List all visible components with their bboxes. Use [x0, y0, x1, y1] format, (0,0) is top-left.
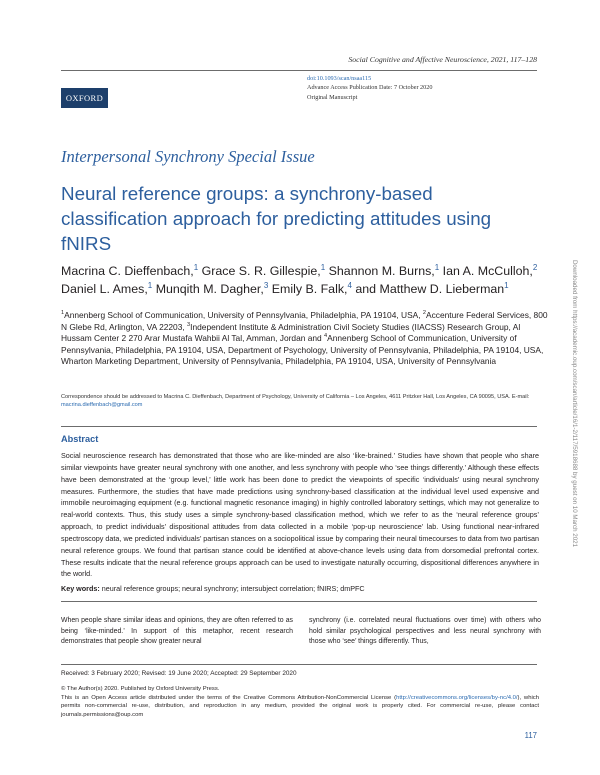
download-note: Downloaded from https://academic.oup.com/scan/article/16/1-2/117/5918688 by guest on 10 March 2021 [571, 259, 579, 547]
abstract-top-rule [61, 426, 537, 427]
author: Matthew D. Lieberman$^1$ [379, 280, 509, 296]
license-block [61, 685, 539, 719]
abstract-bottom-rule [61, 601, 537, 602]
article-title: Neural reference groups: a synchrony-based classification approach for predicting attitudes using fNIRS [61, 183, 492, 254]
copyright-line: © The Author(s) 2020. Published by Oxford University Press. [61, 686, 220, 692]
oxford-logo: OXFORD [61, 88, 108, 108]
body-column-right: synchrony (i.e. correlated neural fluctuations over time) with others who hold similar psychological perspectives and less neural synchrony with those who ‘see’ things differently. Thus, [309, 617, 541, 646]
keywords [61, 584, 539, 593]
abstract-text: Social neuroscience research has demonstrated that those who are like-minded are also ‘like-brained.’ Studies have shown that people who share similar viewpoints have greater neural synchrony with one another, and less synchrony with people who ‘see things differently.’ Although these effects have been demonstrated at the ‘group level,’ little work has been done to predict the viewpoints of specific ‘individuals’ using neural synchrony measures. Furthermore, the studies that have made predictions using synchrony-based classification at the individual level used expensive and immobile neuroimaging equipment (e.g. functional magnetic resonance imaging) in highly controlled laboratory settings, which may not generalize to real-world contexts. Thus, this study uses a simple synchrony-based classification method, which we refer to as the ‘neural reference groups’ approach, to predict individuals’ dispositional attitudes from data collected in a mobile ‘pop-up neuroscience’ lab. Using functional near-infrared spectroscopy data, we predicted individuals’ partisan stances on a sociopolitical issue by comparing their neural timecourses to data from two partisan neural reference groups. We found that partisan stance could be identified at above-chance levels using data from dorsomedial prefrontal cortex. These results indicate that the neural reference groups approach can be used to investigate naturally occurring, dispositional differences anywhere in the world. [61, 451, 539, 579]
author: Daniel L. Ames,$^1$ [61, 280, 153, 296]
author: Emily B. Falk,$^4$ [271, 280, 352, 296]
author: Shannon M. Burns,$^1$ [328, 262, 440, 278]
author: Macrina C. Dieffenbach,$^1$ [61, 262, 199, 278]
author: Munqith M. Dagher,$^3$ [155, 280, 269, 296]
correspondence-email[interactable]: macrina.dieffenbach@gmail.com [61, 402, 143, 409]
page-number: 117 [524, 731, 537, 740]
doi-link[interactable]: doi:10.1093/scan/nsaa115 [307, 75, 372, 82]
download-watermark [568, 198, 582, 608]
author-list [61, 262, 541, 298]
footer-rule [61, 664, 537, 665]
abstract-heading: Abstract [61, 434, 99, 444]
license-text: This is an Open Access article distributed under the terms of the Creative Commons Attribution-NonCommercial License (http://creativecommons.org/licenses/by-nc/4.0/), which permits non-commercial re-use, distribution, and reproduction in any medium, provided the original work is properly cited. For commercial re-use, please contact journals.permissions@oup.com [61, 694, 539, 718]
author-conjunction: and [355, 282, 377, 296]
keywords-label: Key words: [61, 584, 100, 593]
license-link[interactable]: http://creativecommons.org/licenses/by-nc/4.0/ [396, 694, 518, 701]
manuscript-type: Original Manuscript [307, 93, 358, 101]
author: Ian A. McCulloh,$^2$ [442, 262, 538, 278]
author: Grace S. R. Gillespie,$^1$ [201, 262, 326, 278]
affiliations: $^1$Annenberg School of Communication, University of Pennsylvania, Philadelphia, PA 19104, USA, $^2$Accenture Federal Services, 800 N Glebe Rd, Arlington, VA 22203, $^3$Independent Institute & Administration Civil Society Studies (IIACSS) Research Group, Al Hussam Center 2 270 Arar Mustafa Wahbii Al Tal, Amman, Jordan and $^4$Annenberg School of Communication, University of Pennsylvania, Philadelphia, PA 19104, USA, Department of Psychology, University of Pennsylvania, Philadelphia, PA 19104, USA, Wharton Marketing Department, University of Pennsylvania, Philadelphia, PA 19104, USA, University of Pennsylvania [61, 310, 548, 367]
header-divider [61, 70, 537, 71]
correspondence-note: Correspondence should be addressed to Macrina C. Dieffenbach, Department of Psychology, University of California – Los Angeles, 4611 Pritzker Hall, Los Angeles, CA 90095, USA. E-mail: macrina.dieffenbach@gmail.com [61, 394, 530, 409]
received-dates: Received: 3 February 2020; Revised: 19 June 2020; Accepted: 29 September 2020 [61, 670, 297, 677]
journal-citation: Social Cognitive and Affective Neuroscience, 2021, 117–128 [348, 55, 537, 64]
publication-date: Advance Access Publication Date: 7 October 2020 [307, 84, 433, 92]
article-meta [307, 74, 432, 102]
body-column-left: When people share similar ideas and opinions, they are often referred to as being ‘like-minded.’ In support of this metaphor, recent research demonstrates that people show greater neural [61, 617, 293, 646]
keywords-list: neural reference groups; neural synchrony; intersubject correlation; fNIRS; dmPFC [101, 584, 365, 593]
special-issue-label: Interpersonal Synchrony Special Issue [61, 147, 315, 166]
